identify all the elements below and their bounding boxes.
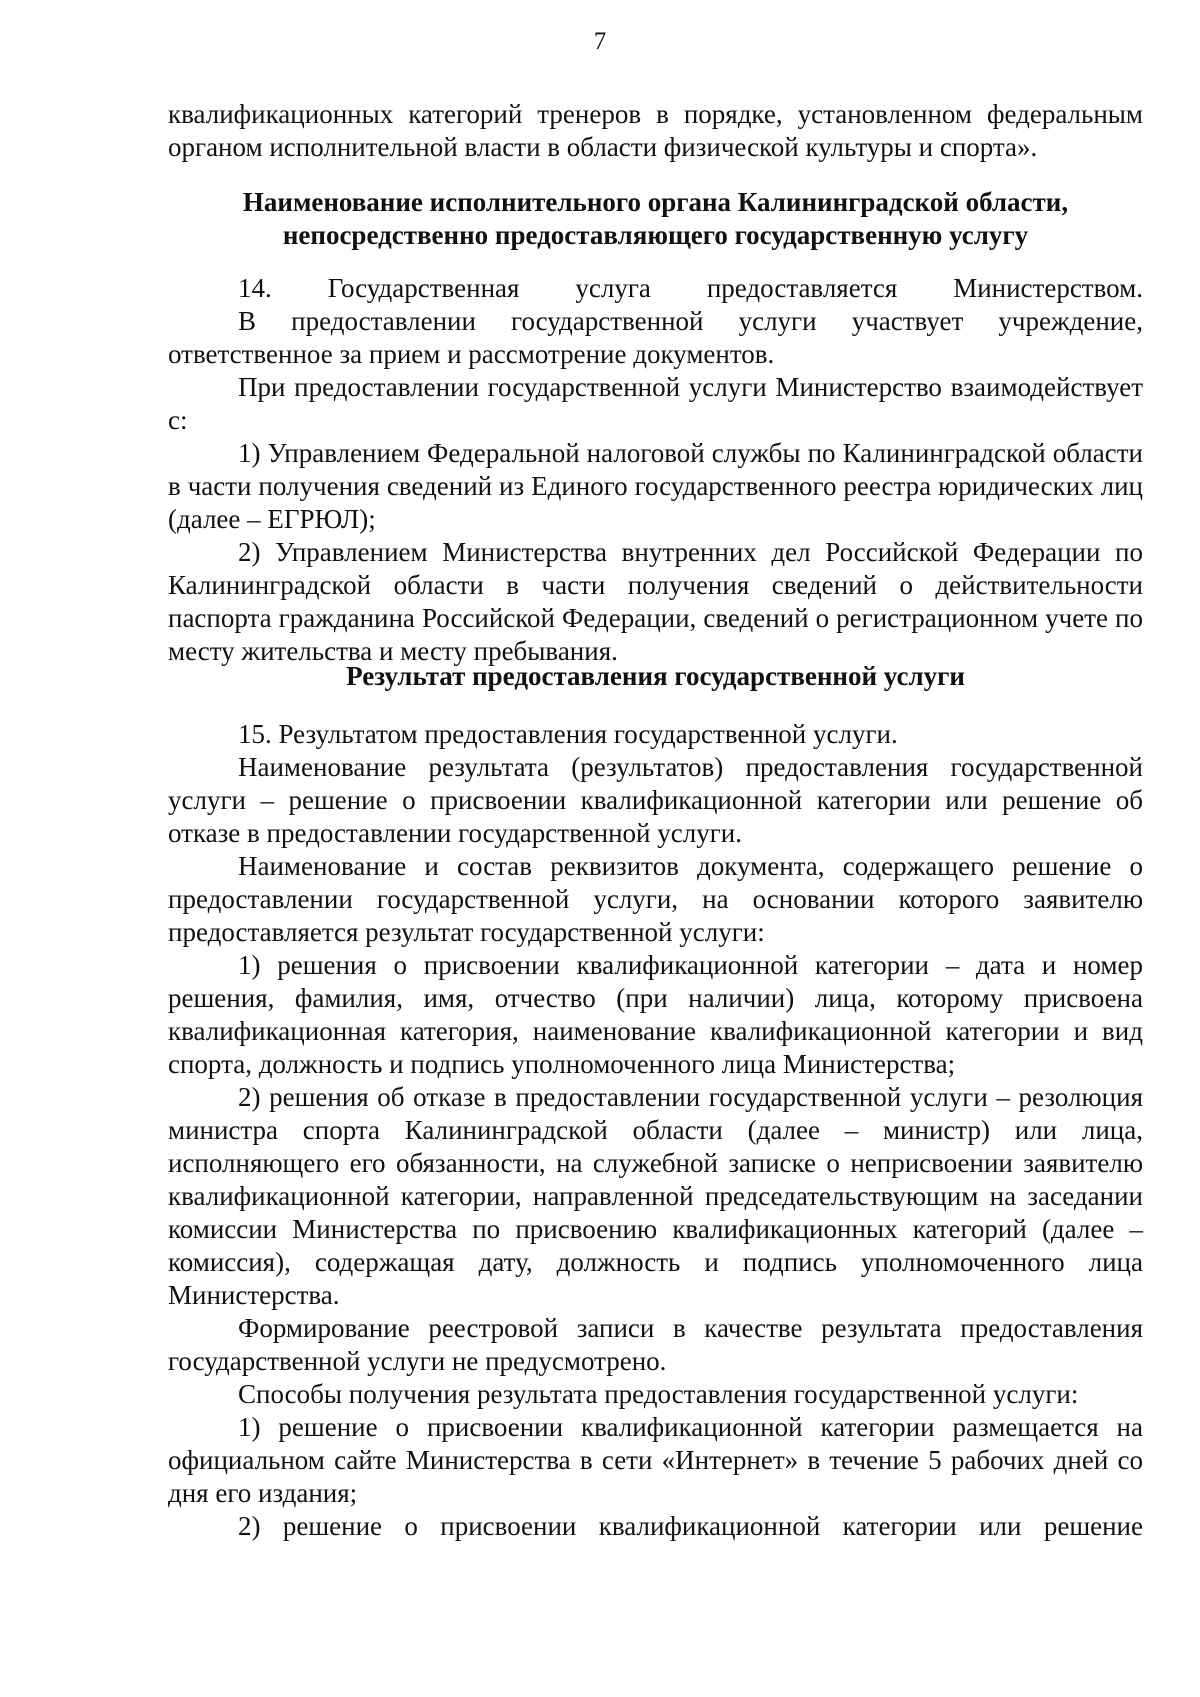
section-15 xyxy=(168,718,1143,1543)
paragraph-14-3: При предоставлении государственной услуги Министерство взаимодействует с: xyxy=(168,372,1143,435)
paragraph-15-4: Формирование реестровой записи в качестве результата предоставления государственной услуги не предусмотрено. xyxy=(168,1313,1143,1376)
paragraph-14-1: 14. Государственная услуга предоставляется Министерством. xyxy=(238,273,1143,303)
list-item-15-4: 2) решение о присвоении квалификационной категории или решение xyxy=(238,1511,1143,1541)
list-item-15-3: 1) решение о присвоении квалификационной категории размещается на официальном сайте Министерства в сети «Интернет» в течение 5 рабочих дней со дня его издания; xyxy=(168,1412,1143,1508)
heading-line-1: Наименование исполнительного органа Калининградской области, xyxy=(242,187,1069,217)
continuation-paragraph xyxy=(168,98,1143,164)
section-heading-executive-body xyxy=(168,186,1143,252)
paragraph-15-5: Способы получения результата предоставления государственной услуги: xyxy=(238,1379,1079,1409)
page-number: 7 xyxy=(593,28,607,55)
list-item-15-1: 1) решения о присвоении квалификационной категории – дата и номер решения, фамилия, имя, отчество (при наличии) лица, которому присвоена квалификационная категория, наименование квалификационной категории и вид спорта, должность и подпись уполномоченного лица Министерства; xyxy=(168,950,1143,1079)
heading-result: Результат предоставления государственной услуги xyxy=(346,661,965,691)
section-14 xyxy=(168,272,1143,668)
paragraph-14-2: В предоставлении государственной услуги участвует учреждение, ответственное за прием и рассмотрение документов. xyxy=(168,306,1143,369)
paragraph-15-2: Наименование результата (результатов) предоставления государственной услуги – решение о присвоении квалификационной категории или решение об отказе в предоставлении государственной услуги. xyxy=(168,752,1143,848)
section-heading-result xyxy=(168,660,1143,693)
list-item-15-2: 2) решения об отказе в предоставлении государственной услуги – резолюция министра спорта Калининградской области (далее – министр) или лица, исполняющего его обязанности, на служебной записке о неприсвоении заявителю квалификационной категории, направленной председательствующим на заседании комиссии Министерства по присвоению квалификационных категорий (далее – комиссия), содержащая дату, должность и подпись уполномоченного лица Министерства. xyxy=(168,1082,1143,1310)
heading-line-2: непосредственно предоставляющего государственную услугу xyxy=(282,220,1029,250)
list-item-14-1: 1) Управлением Федеральной налоговой службы по Калининградской области в части получения сведений из Единого государственного реестра юридических лиц (далее – ЕГРЮЛ); xyxy=(168,438,1143,534)
list-item-14-2: 2) Управлением Министерства внутренних дел Российской Федерации по Калининградской области в части получения сведений о действительности паспорта гражданина Российской Федерации, сведений о регистрационном учете по месту жительства и месту пребывания. xyxy=(168,537,1143,666)
paragraph-15-3: Наименование и состав реквизитов документа, содержащего решение о предоставлении государственной услуги, на основании которого заявителю предоставляется результат государственной услуги: xyxy=(168,851,1143,947)
paragraph-15-1: 15. Результатом предоставления государственной услуги. xyxy=(238,719,898,749)
paragraph-continuation: квалификационных категорий тренеров в порядке, установленном федеральным органом исполнительной власти в области физической культуры и спорта». xyxy=(168,99,1143,162)
